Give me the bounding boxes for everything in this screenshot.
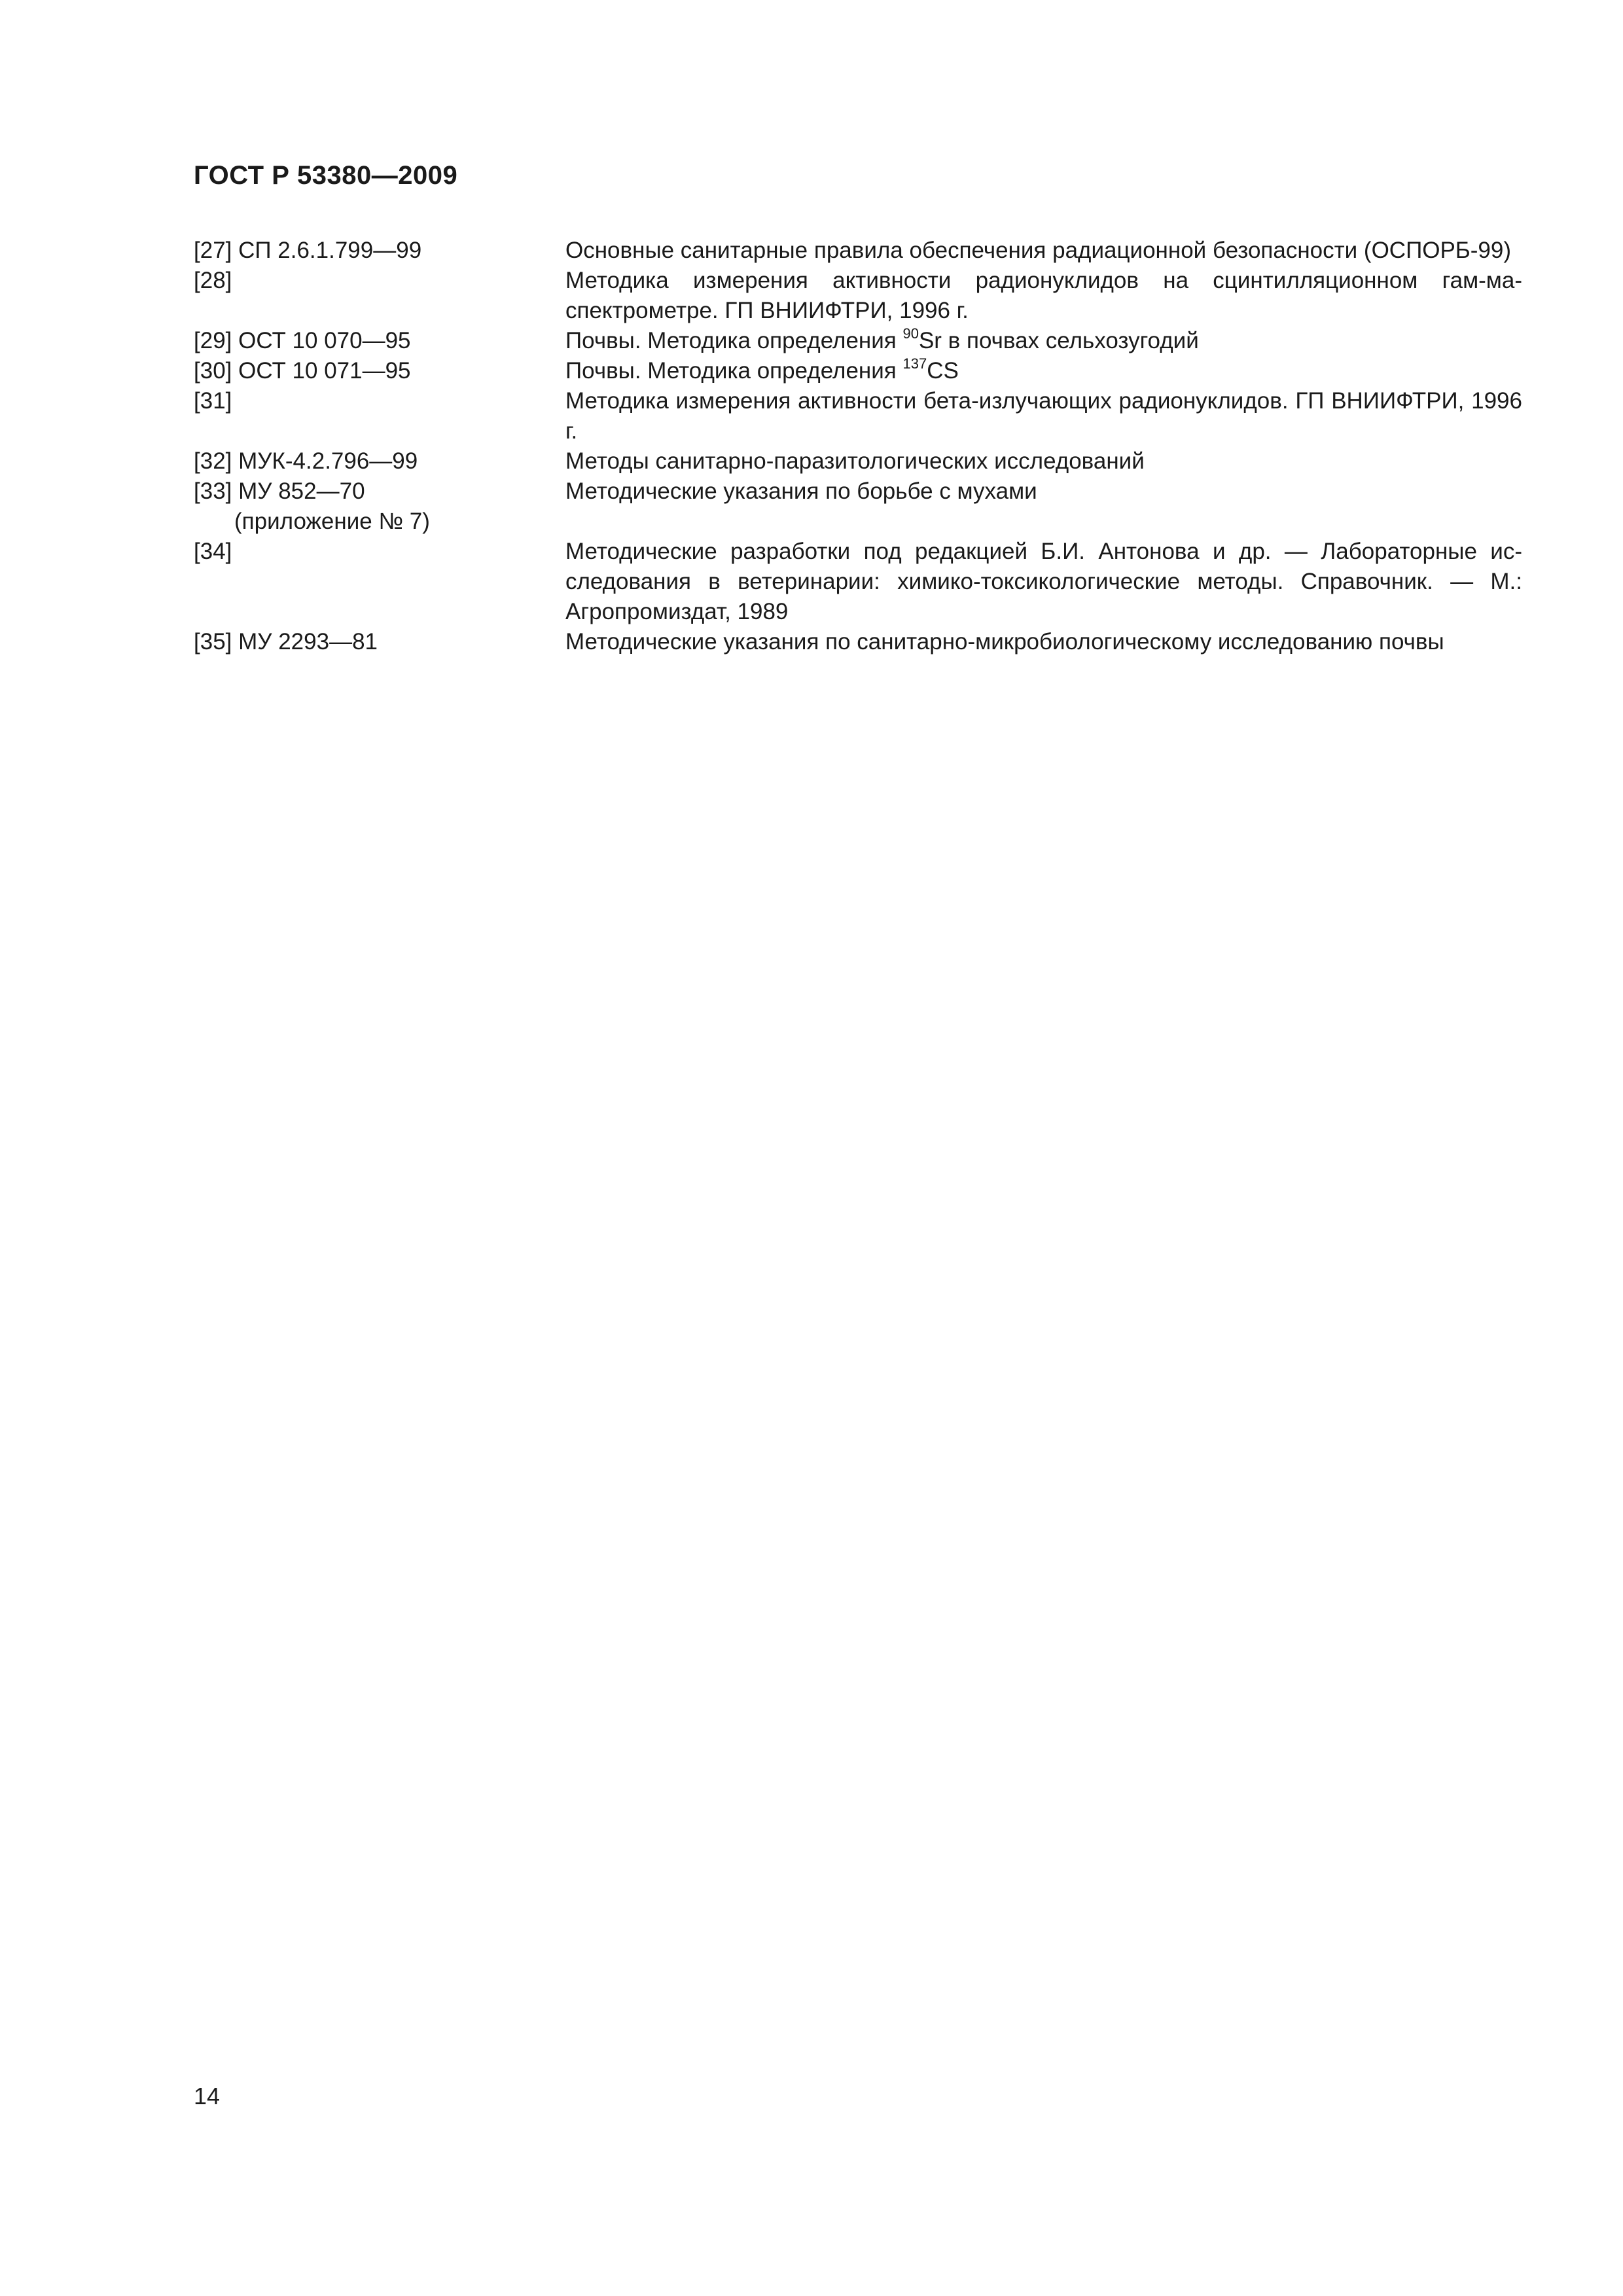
reference-label: [27] СП 2.6.1.799—99 (194, 238, 422, 263)
reference-text (565, 326, 1522, 356)
reference-label: [28] (194, 268, 232, 293)
reference-label-sub: (приложение № 7) (234, 509, 430, 534)
page-number: 14 (194, 2083, 221, 2109)
reference-text: Методические указания по борьбе с мухами (565, 478, 1037, 504)
reference-item (194, 446, 1522, 476)
reference-label: [30] ОСТ 10 071—95 (194, 358, 411, 384)
reference-item (194, 627, 1522, 657)
reference-text: Методические указания по санитарно-микробиологическому исследованию почвы (565, 629, 1444, 655)
reference-text: Методы санитарно-паразитологических исследований (565, 448, 1145, 474)
reference-text (565, 356, 1522, 386)
reference-item (194, 537, 1522, 627)
reference-text-part: Почвы. Методика определения (565, 358, 903, 384)
reference-label-main: [33] МУ 852—70 (194, 478, 365, 504)
reference-text: Методика измерения активности бета-излучающих радионуклидов. ГП ВНИИФТРИ, 1996 г. (565, 388, 1522, 444)
reference-item (194, 356, 1522, 386)
reference-item (194, 236, 1522, 266)
reference-label: [32] МУК-4.2.796—99 (194, 448, 418, 474)
reference-label (194, 476, 565, 537)
reference-text-part: Почвы. Методика определения (565, 328, 903, 353)
reference-text-part: Sr в почвах сельхозугодий (918, 328, 1199, 353)
reference-label: [35] МУ 2293—81 (194, 629, 378, 655)
isotope-superscript: 137 (902, 355, 927, 372)
references-list (194, 236, 1522, 657)
reference-label: [29] ОСТ 10 070—95 (194, 328, 411, 353)
reference-item (194, 266, 1522, 326)
reference-item (194, 386, 1522, 446)
isotope-superscript: 90 (902, 325, 919, 342)
reference-text-part: CS (927, 358, 959, 384)
reference-label: [31] (194, 388, 232, 414)
reference-item (194, 326, 1522, 356)
document-title: ГОСТ Р 53380—2009 (194, 161, 458, 190)
reference-label: [34] (194, 539, 232, 564)
reference-text: Методические разработки под редакцией Б.И. Антонова и др. — Лабораторные ис-следования в ветеринарии: химико-токсикологические методы. Справочник. — М.: Агропромиздат, 1989 (565, 539, 1522, 624)
reference-text: Методика измерения активности радионуклидов на сцинтилляционном гам-ма-спектрометре. ГП ВНИИФТРИ, 1996 г. (565, 268, 1522, 323)
reference-item (194, 476, 1522, 537)
reference-text: Основные санитарные правила обеспечения радиационной безопасности (ОСПОРБ-99) (565, 238, 1512, 263)
